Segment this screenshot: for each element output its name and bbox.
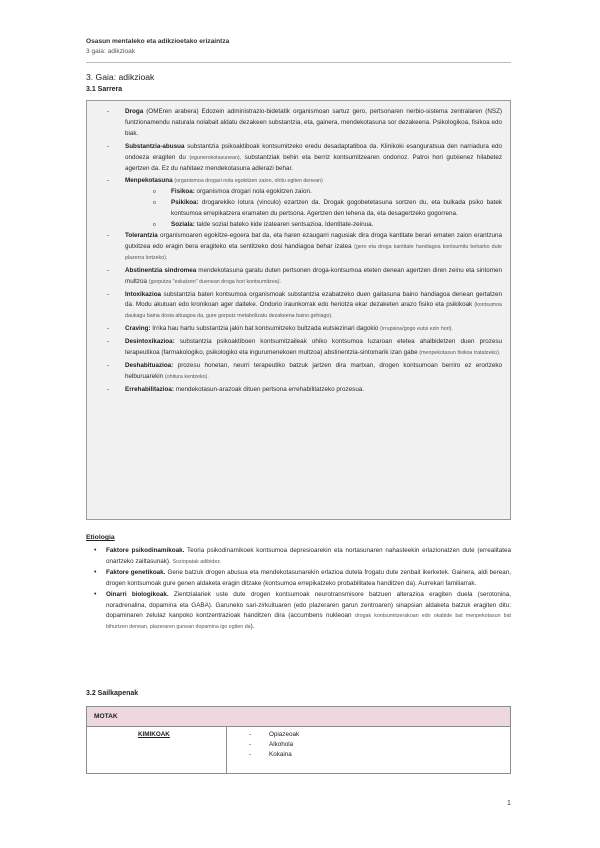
definition-note: (irrupsioa/gogo eutsi ezin hori). <box>380 326 453 333</box>
definition-item <box>95 142 502 175</box>
classification-title: 3.2 Sailkapenak <box>86 690 139 697</box>
etiology-title: Etiologia <box>86 534 115 541</box>
subtype-text: organismoa drogari nola egokitzen zaion. <box>196 188 312 196</box>
etiology-note: drogak kontsumitzerakoan edo okabide bat menpekotasun bat bihurtzen denean, plazeraren gunean dopamina igo egiten da <box>106 613 512 631</box>
etiology-term: Oinarri biologikoak. <box>106 590 169 598</box>
definition-term: Intoxikazioa <box>125 290 162 298</box>
table-row <box>87 727 510 773</box>
intro-title: 3.1 Sarrera <box>86 86 123 93</box>
etiology-list <box>86 546 511 633</box>
section-title: 3. Gaia: adikzioak <box>86 72 155 82</box>
row-label: KIMIKOAK <box>138 731 170 738</box>
definition-term: Tolerantzia <box>125 231 158 239</box>
definition-item <box>95 337 502 359</box>
definition-note: (organismoa drogari nola egokitzen zaion, ohitu egiten denean) <box>174 178 323 185</box>
etiology-text: Teoria psikodinamikoek kontsumoa depresioarekin eta nortasunaren nahasteekin erlazionatzen dute (errealitatea onartzeko zailtasunak). <box>106 547 511 565</box>
definition-note: (menpekotasun fisikoa tratatzeko). <box>419 350 501 357</box>
definition-term: Substantzia-abusua <box>125 142 185 150</box>
table-header: MOTAK <box>87 707 510 727</box>
definition-text: prozesu honetan, neurri terapeutiko batzuk jartzen dira martxan, drogen kontsumoan berriro ez erortzeko helburuarekin <box>125 361 502 380</box>
definition-term: Errehabilitazioa: <box>125 385 174 393</box>
definition-item <box>95 266 502 288</box>
etiology-text-end: ). <box>250 623 255 631</box>
subtype-text: drogarekiko lotura (vinculo) ezartzen da. Drogak gogobetetasuna sortzen du, eta bulkada psiko batek kontsumoa errepikatzera eramaten du pertsona. Agertzen den lehena da, eta desagertzeko gogorrena. <box>171 199 502 218</box>
subtype-item <box>95 220 502 231</box>
definition-term: Abstinentzia sindromea <box>125 266 197 274</box>
definition-text: mendekotasun-arazoak dituen pertsona errehabilitatzeko prozesua. <box>175 385 365 393</box>
subtype-item <box>95 198 502 220</box>
definition-term: Droga <box>125 108 144 115</box>
etiology-item <box>86 590 511 634</box>
etiology-term: Faktore genetikoak. <box>106 568 166 576</box>
etiology-text: Zientzialariek uste dute drogen kontsumoak neurotransmisore batzuen alterazioa eragiten duela (serotonina, noradrenalina, dopamina eta GABA). Garuneko sari-zirkuituaren (edo plazeraren garun zentroaren) sinapsian aldaketa batzuk eragiten ditu: dopaminaren zelulaz kanpoko kontzentrazioak handitzen dira (accumbens nukleoan <box>106 590 511 620</box>
definition-term: Craving: <box>125 325 151 333</box>
table-cell-items <box>227 727 510 773</box>
definition-term-note: (OMEren arabera) <box>146 108 199 115</box>
etiology-note: Soziopatak adibidez. <box>172 558 222 565</box>
definition-text: substantzia baten kontsumoa organismoak substantzia ezabatzeko duen gaitasuna baino handiagoa denean gertatzen da. Modu akutuan edo kronikoan ager daiteke. Ondorio iraunkorrak edo heriotza ekar dezaketen arazo fisiko eta psikikoak <box>125 290 502 309</box>
table-cell-label <box>87 727 227 773</box>
definition-term: Desintoxikazioa: <box>125 338 175 346</box>
definition-text: Edozein administrazio-bidetatik organismoan sartuz gero, pertsonaren nerbio-sistema zentralaren (NSZ) funtzionamendu naturala nolabait aldatu dezakeen substantzia, eta, gainera, mendekotasuna sor dezakeena. Psikologikoa, fisikoa edo biak. <box>125 108 503 137</box>
etiology-item <box>86 568 511 590</box>
definition-text: substantzia psikoaktiboak kontsumitzeko eredu desadaptatiboa da. Klinikoki esanguratsua den narriadura edo ondoeza eragiten du <box>125 142 502 161</box>
etiology-text: Gene batzuk drogen abusua eta mendekotasunarekin erlazioa dutela frogatu dute zenbait ikerketek. Gainera, aldi berean, drogen kontsumoak gure genen aldaketa eragin ditzake (kontsumoa errepikatzeko probabilitatea handitzen da). Aurrekari familiarrak. <box>106 568 512 587</box>
subtype-item <box>95 187 502 198</box>
definition-text: mendekotasuna garatu duten pertsonen droga-kontsumoa eteten denean agertzen diren zeinu eta sintomen multzoa <box>125 266 503 285</box>
classification-table <box>86 706 511 774</box>
definition-text: substantzia psikoaktiboen kontsumitzaileak ohiko kontsumoa luzaroan etetea ahalbidetzen duen prozesu terapeutikoa (farmakologiko, psikologiko eta ingurumenekoen multzoa) abstinentzia-sintomarik izan gabe <box>125 338 502 357</box>
definition-term: Deshabituazioa: <box>125 361 174 369</box>
definition-term: Menpekotasuna <box>125 177 173 185</box>
subtype-term: Psikikoa: <box>171 199 199 207</box>
subtype-text: talde sozial bateko kide izatearen sentsazioa. Identitate-zeinua. <box>196 221 374 229</box>
header-course: Osasun mentaleko eta adikzioetako erizaintza <box>86 38 230 45</box>
definition-note: (gero eta droga kantitate handiagoa kontsumitu beharko dute plazerra lortzeko). <box>125 243 502 261</box>
definition-item <box>95 290 502 323</box>
definition-note: (egunerokotasunean), <box>189 154 242 161</box>
definition-item <box>95 107 502 140</box>
definition-text: substantziak behin eta berriz kontsumitzearen ondorioz. Patroi hori gutxienez hilabetez agertzen da. Ez du nahitaez mendekotasuna adierazi behar. <box>125 153 503 172</box>
subtype-term: Fisikoa: <box>171 188 195 196</box>
definition-item <box>95 385 502 396</box>
header-topic: 3 gaia: adikzioak <box>86 48 136 55</box>
definition-note: (gorputza "eskatzen" duenean droga hori kontsumitzea). <box>148 278 281 285</box>
etiology-term: Faktore psikodinamikoak. <box>106 547 185 554</box>
definition-note: (ohitura kentzeko). <box>164 373 209 380</box>
definition-item <box>95 176 502 187</box>
definition-note: (kontsumoa daukagu baina dosia altuagoa da, gure gorputz metabolizatu dezakeena baino gehiago). <box>125 302 502 320</box>
list-item: - Kokaina <box>249 750 510 760</box>
subtype-term: Soziala: <box>171 221 195 229</box>
definition-item <box>95 324 502 335</box>
definition-text: Irrika hau hartu substantzia jakin bat kontsumitzeko bultzada eutsiezinari dagokio <box>152 325 379 333</box>
etiology-item <box>86 546 511 568</box>
definition-item <box>95 361 502 383</box>
definition-text: organismoaren egokitze-egoera bat da, eta haren ezaugarri nagusiak dira droga kantitate berari ematen zaion erantzuna gutxitzea edo eragin bera eragiteko eta sentitzeko dosi handiagoa behar izatea <box>125 231 502 250</box>
header-divider <box>86 62 511 63</box>
definition-item <box>95 231 502 264</box>
list-item: - Alkohola <box>249 740 510 750</box>
definitions-box <box>86 100 511 520</box>
list-item: - Opiazeoak <box>249 730 510 740</box>
page-number: 1 <box>507 800 511 807</box>
